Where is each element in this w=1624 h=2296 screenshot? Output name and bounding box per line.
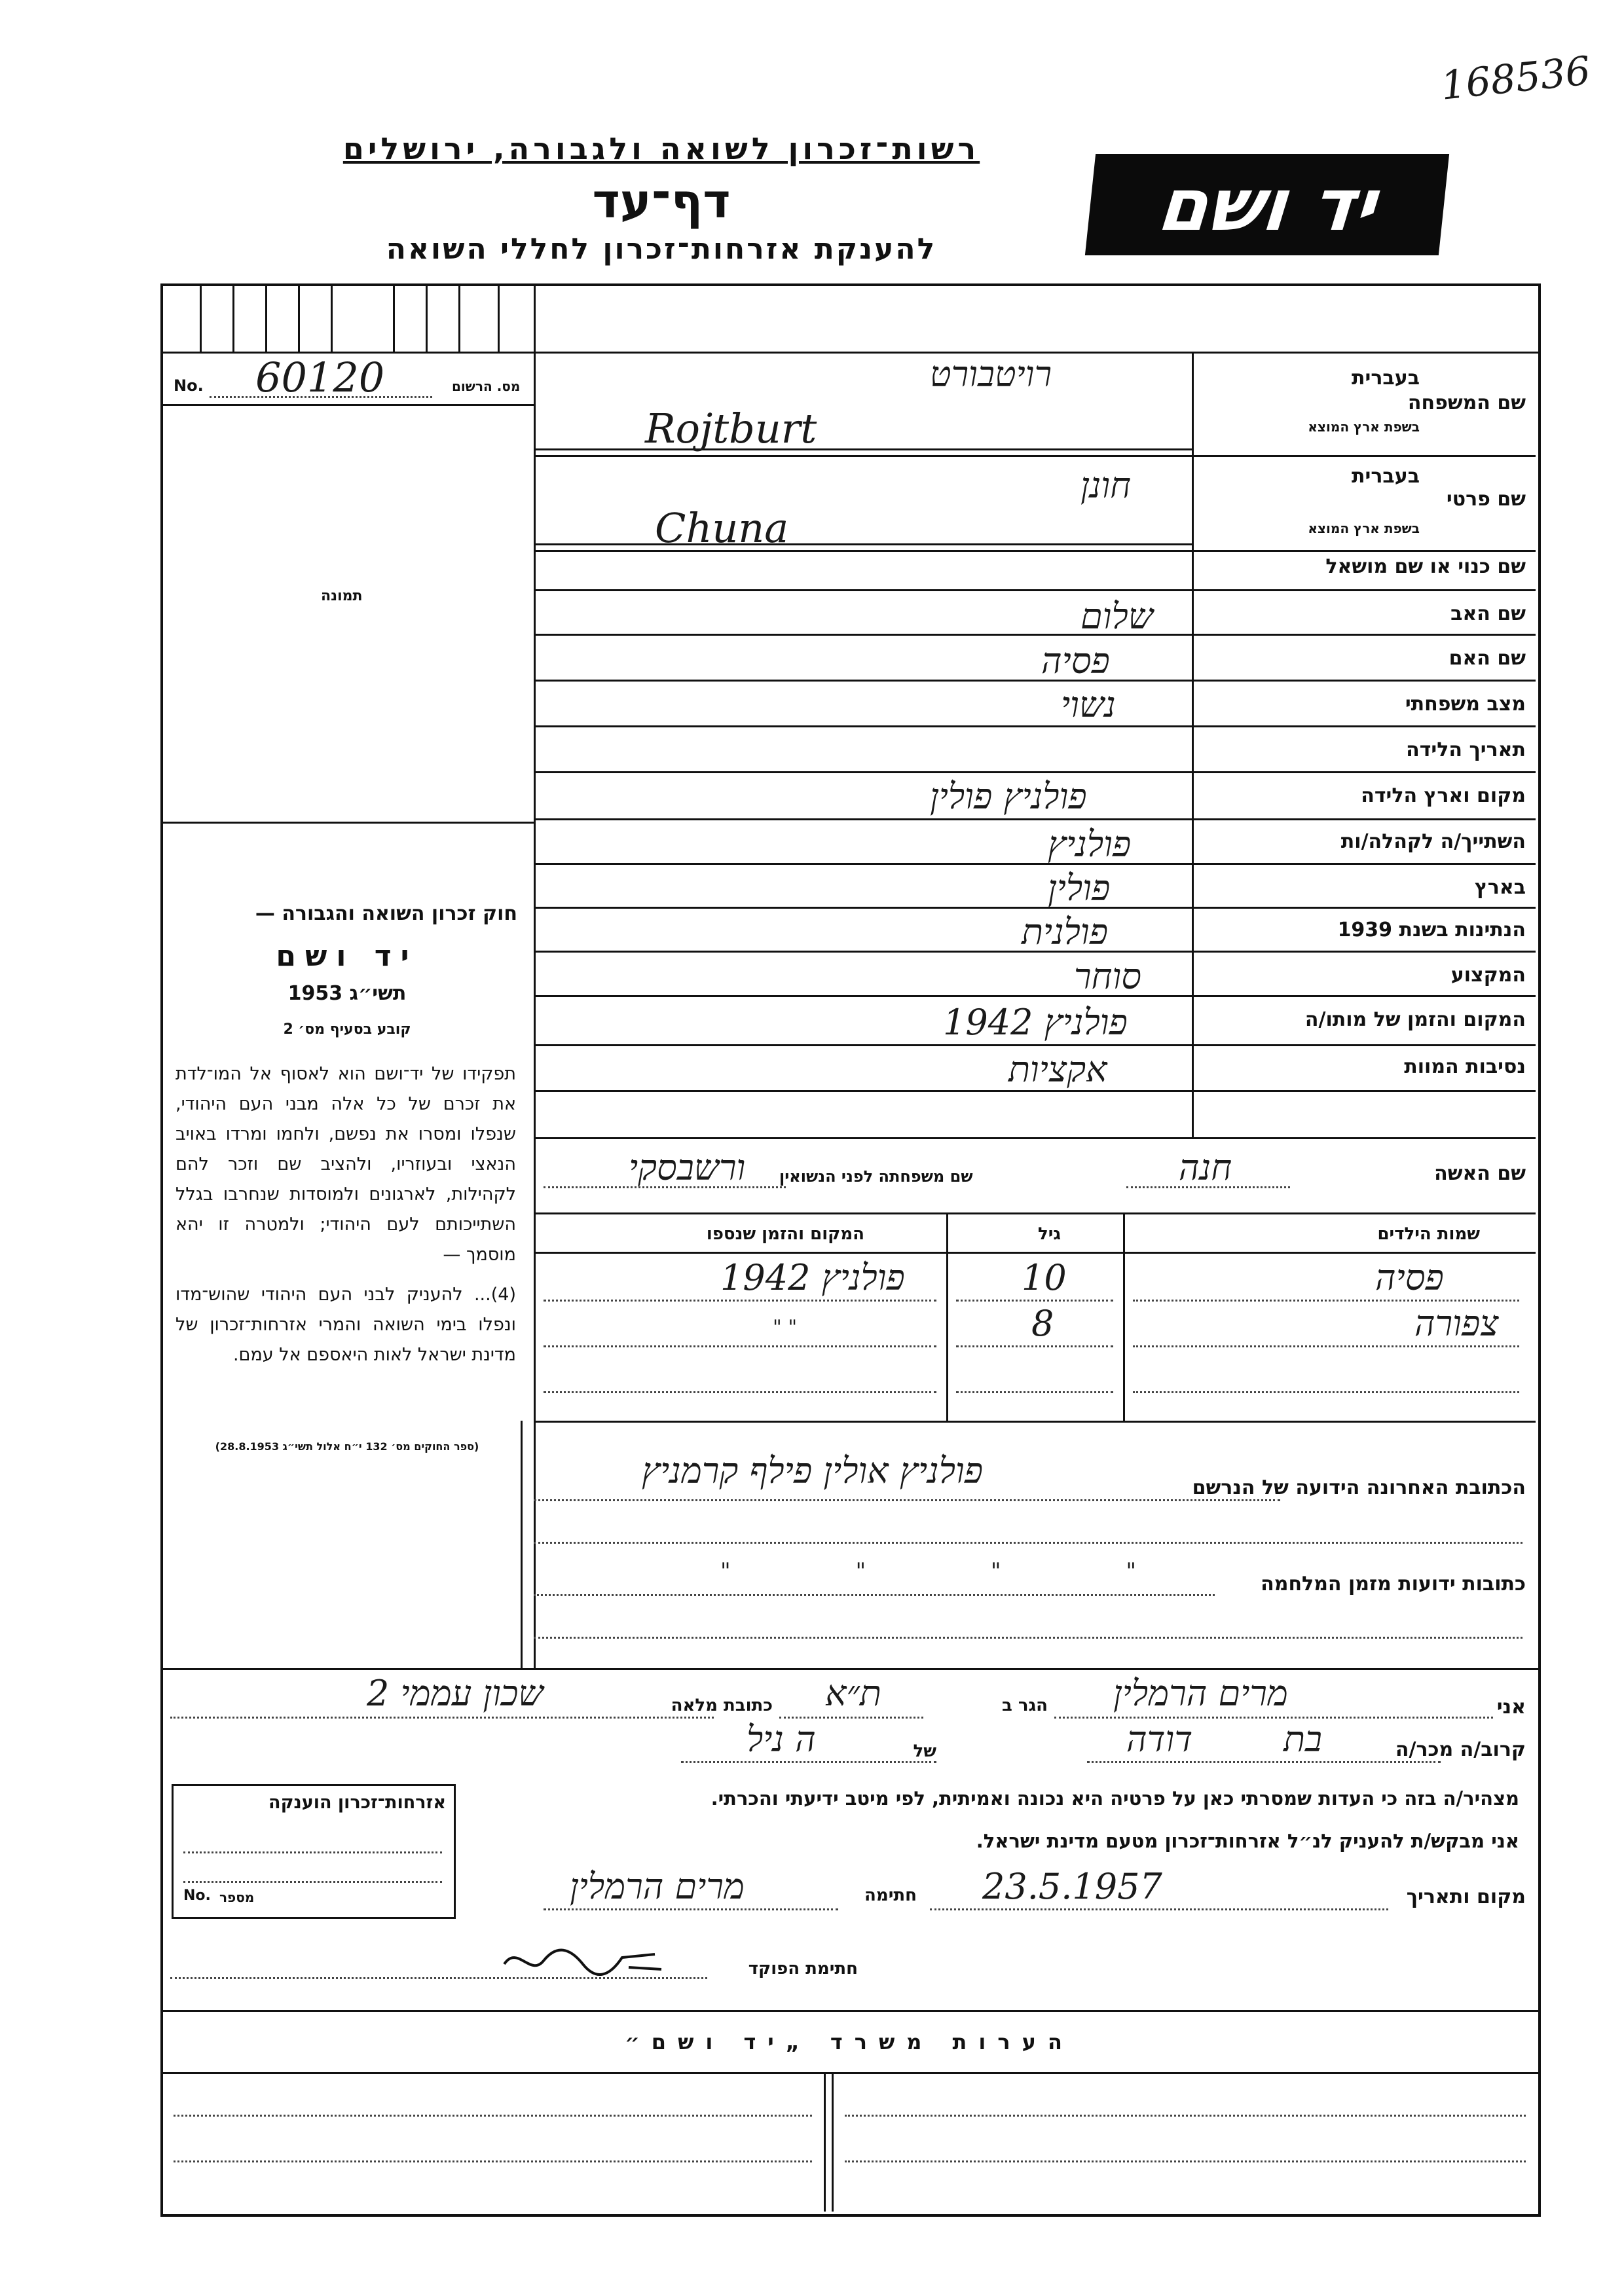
- label-of: של: [913, 1741, 936, 1761]
- label-death-cause: נסיבות המוות: [1404, 1055, 1526, 1078]
- witness-name: מרים הרמלין: [1113, 1673, 1288, 1714]
- value-first-name-he: חונן: [1080, 465, 1132, 506]
- label-family-name: שם המשפחה: [1407, 392, 1526, 414]
- document-title: דף־עד: [592, 173, 731, 228]
- officer-signature-scribble: [498, 1938, 668, 1984]
- label-death: המקום והזמן של מותו/ה: [1304, 1008, 1526, 1031]
- value-citizenship: פולנית: [1022, 911, 1109, 953]
- label-relative: קרוב/ה מכר/ה: [1395, 1738, 1526, 1761]
- children-header-age: גיל: [1037, 1224, 1061, 1244]
- label-signature: חתימה: [864, 1886, 917, 1905]
- label-birthdate: תאריך הלידה: [1406, 738, 1526, 761]
- value-country: פולין: [1048, 867, 1111, 909]
- request-text: אני מבקש/ת להעניק לנ״ל אזרחות־זכרון מטעם מדינת ישראל.: [976, 1830, 1519, 1852]
- label-full-address: כתובת מלאה: [671, 1696, 773, 1715]
- label-community: השתייך/ה לקהלה/ות: [1340, 830, 1526, 853]
- label-first-name: שם פרטי: [1446, 488, 1526, 511]
- label-last-address: הכתובת האחרונה הידועה של הנרשם: [1192, 1476, 1526, 1499]
- value-family-name-latin: Rojtburt: [645, 405, 817, 452]
- label-profession: המקצוע: [1450, 964, 1526, 987]
- citizenship-box-no-label: No.: [183, 1887, 211, 1904]
- citizenship-granted-box: [172, 1784, 456, 1919]
- logo-text: יד ושם: [1154, 162, 1380, 247]
- witness-city: ת״א: [825, 1673, 881, 1714]
- label-marital: מצב משפחתי: [1405, 693, 1526, 716]
- law-name: יד ושם: [276, 939, 418, 973]
- label-maiden: שם משפחתה לפני הנשואין: [779, 1167, 973, 1186]
- law-title: חוק זכרון השואה והגבורה —: [255, 902, 517, 925]
- child-name: פסיה: [1375, 1257, 1444, 1298]
- value-death: פולניץ 1942: [943, 1002, 1128, 1043]
- value-wife: חנה: [1179, 1147, 1232, 1188]
- value-profession: סוחר: [1074, 956, 1142, 997]
- reg-no-label: No.: [174, 376, 204, 395]
- value-father: שלום: [1080, 596, 1154, 637]
- label-wartime-address: כתובות ידועות מזמן המלחמה: [1261, 1573, 1526, 1595]
- child-age: 8: [1031, 1303, 1054, 1344]
- witness-of-value: ה ניל: [747, 1719, 816, 1760]
- value-community: פולניץ: [1048, 824, 1132, 865]
- law-year: תשי״ג 1953: [287, 982, 407, 1005]
- children-header-names: שמות הילדים: [1377, 1224, 1480, 1244]
- value-birthplace: פולניץ פולין: [930, 776, 1087, 817]
- label-country: בארץ: [1474, 876, 1526, 899]
- value-mother: פסיה: [1041, 640, 1110, 682]
- value-place-date: 23.5.1957: [982, 1866, 1162, 1907]
- label-i: אני: [1496, 1696, 1526, 1719]
- value-family-name-he: רויטבורט: [930, 354, 1052, 395]
- label-place-date: מקום ותאריך: [1406, 1886, 1526, 1908]
- value-maiden: ורשבסקי: [629, 1147, 746, 1188]
- authority-title: רשות־זכרון לשואה ולגבורה, ירושלים: [342, 131, 980, 166]
- label-country-lang-2: בשפת ארץ המוצא: [1308, 520, 1420, 536]
- office-notes-title: הערות משרד „יד ושם״: [625, 2030, 1074, 2054]
- yad-vashem-logo: [1085, 154, 1449, 255]
- child-death-place: פולניץ 1942: [720, 1257, 905, 1298]
- children-header-place: המקום והזמן שנספו: [706, 1224, 864, 1244]
- witness-relation: בת: [1283, 1719, 1322, 1760]
- reg-number-value: 60120: [255, 354, 385, 401]
- label-in-hebrew-1: בעברית: [1352, 367, 1420, 390]
- citizenship-box-number-label: מספר: [219, 1889, 255, 1905]
- law-section: קובע בסעיף מס׳ 2: [283, 1021, 411, 1038]
- law-paragraph-2: (4)... להעניק לבני העם היהודי שהוש־מדו ונפלו בימי השואה והמרי אזרחות־זכרון של מדינת ישראל לאות היאספם אל עמם.: [175, 1285, 516, 1365]
- value-wartime-address: " " " ": [720, 1558, 1195, 1584]
- label-birthplace: מקום וארץ הלידה: [1361, 784, 1526, 807]
- photo-label: תמונה: [321, 588, 363, 604]
- witness-relation-2: דודה: [1126, 1719, 1193, 1760]
- label-citizenship: הנתינות בשנת 1939: [1337, 919, 1526, 941]
- witness-full-address: שכון עממי 2: [367, 1673, 544, 1714]
- law-citation: (ספר החוקים מס׳ 132 י״ח אלול תשי״ג 28.8.1953): [215, 1440, 479, 1453]
- label-father: שם האב: [1450, 602, 1526, 625]
- value-first-name-latin: Chuna: [655, 504, 789, 552]
- document-subtitle: להענקת אזרחות־זכרון לחללי השואה: [386, 232, 937, 266]
- value-death-cause: אקציות: [1008, 1049, 1107, 1090]
- label-in-hebrew-2: בעברית: [1352, 465, 1420, 488]
- label-country-lang-1: בשפת ארץ המוצא: [1308, 419, 1420, 435]
- declaration-text: מצהיר/ה בזה כי העדות שמסרתי כאן על פרטיה היא נכונה ואמיתית, לפי מיטב ידיעתי והכרתי.: [710, 1787, 1519, 1810]
- value-marital: נשוי: [1061, 684, 1116, 725]
- stamp-number: 168536: [1438, 48, 1593, 109]
- value-signature: מרים הרמלין: [570, 1866, 745, 1907]
- label-wife: שם האשה: [1434, 1162, 1526, 1185]
- law-paragraph-1: תפקידו של יד־ושם הוא לאסוף אל המו־לדת את זכרם של כל אלה מבני העם היהודי, שנפלו ומסרו את נפשם, ולחמו ומרדו באויב הנאצי ובעוזריו, ולהציב שם וזכר להם לקהילות, לארגונים ולמוסדות שנחרבו בגלל השתייכותם לעם היהודי; ולמטרה זו יהא מוסמך —: [175, 1064, 516, 1265]
- label-mother: שם האם: [1449, 647, 1526, 670]
- label-officer-signature: חתימת הפוקד: [748, 1959, 858, 1978]
- label-resides: הגר ב: [1001, 1696, 1048, 1715]
- child-name: צפורה: [1414, 1303, 1499, 1344]
- citizenship-box-title: אזרחות־זכרון הוענקה: [268, 1793, 446, 1813]
- child-death-place: " ": [773, 1316, 798, 1339]
- value-last-address: פולניץ אולין פילף קרמניץ: [642, 1450, 984, 1491]
- label-nickname: שם כנוי או שם מושאל: [1325, 555, 1526, 578]
- reg-number-label: מס. הרשום: [452, 378, 521, 394]
- child-age: 10: [1022, 1257, 1067, 1298]
